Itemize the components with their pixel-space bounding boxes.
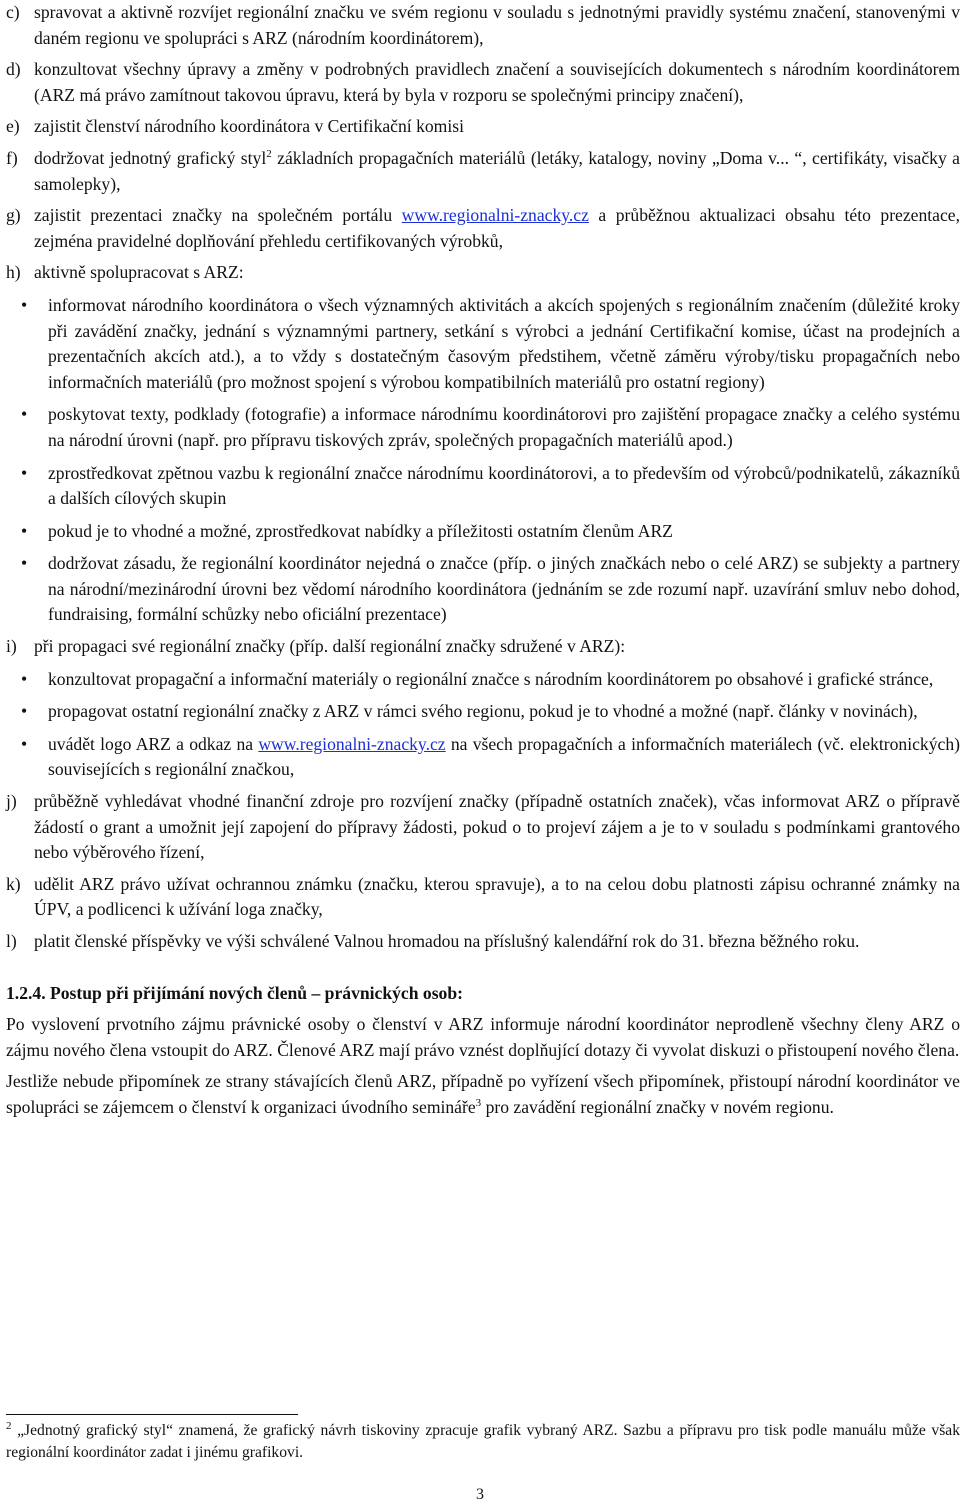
list-item-f xyxy=(6,146,960,197)
bullet-item: • zprostředkovat zpětnou vazbu k regionální značce národnímu koordinátorovi, a to především od výrobců/podnikatelů, zákazníků a dalších cílových skupin xyxy=(21,462,960,509)
bullet-item: • poskytovat texty, podklady (fotografie) a informace národnímu koordinátorovi pro zajištění propagace značky a celého systému na národní úrovni (např. pro přípravu tiskových zpráv, společných propagačních materiálů apod.) xyxy=(21,404,960,450)
item-text: udělit ARZ právo užívat ochrannou známku (značku, kterou spravuje), a to na celou dobu platnosti zápisu ochranné známky na ÚPV, a podlicenci k užívání loga značky, xyxy=(34,873,960,920)
item-text: zajistit členství národního koordinátora v Certifikační komisi xyxy=(34,116,464,137)
bullet-icon: • xyxy=(21,462,28,483)
item-label: d) xyxy=(6,59,21,80)
document-page xyxy=(6,0,960,1461)
item-label: e) xyxy=(6,116,20,137)
footnote xyxy=(6,1420,960,1464)
list-item-e xyxy=(6,114,960,140)
list-item-c xyxy=(6,0,960,51)
list-item-i xyxy=(6,634,960,660)
bullet-item: • pokud je to vhodné a možné, zprostředkovat nabídky a příležitosti ostatním členům ARZ xyxy=(6,519,960,545)
bullet-list-h xyxy=(6,293,960,628)
list-item-d xyxy=(6,57,960,108)
item-label: h) xyxy=(6,262,21,283)
list-item-l xyxy=(6,929,960,955)
bullet-icon: • xyxy=(21,404,28,425)
item-text: při propagaci své regionální značky (příp. další regionální značky sdružené v ARZ): xyxy=(34,636,626,657)
portal-link[interactable]: www.regionalni-znacky.cz xyxy=(401,205,589,226)
item-text: a průběžnou aktualizaci obsahu této prezentace, zejména pravidelné doplňování přehledu certifikovaných výrobků, xyxy=(34,205,960,251)
bullet-item: • konzultovat propagační a informační materiály o regionální značce s národním koordinátorem po obsahové i grafické stránce, xyxy=(6,667,960,693)
item-text: platit členské příspěvky ve výši schválené Valnou hromadou na příslušný kalendářní rok do 31. března běžného roku. xyxy=(34,931,860,951)
bullet-icon: • xyxy=(21,668,28,689)
bullet-list-i xyxy=(6,667,960,783)
bullet-icon: • xyxy=(21,294,28,315)
list-item-k xyxy=(6,872,960,923)
bullet-item: • uvádět logo ARZ a odkaz na www.regionalni-znacky.cz na všech propagačních a informačních materiálech (vč. elektronických) souvisejících s regionální značkou, xyxy=(21,733,960,780)
bullet-item: • propagovat ostatní regionální značky z ARZ v rámci svého regionu, pokud je to vhodné a možné (např. články v novinách), xyxy=(6,699,960,725)
list-item-h xyxy=(6,260,960,286)
item-text: dodržovat jednotný grafický styl xyxy=(34,147,267,168)
footnote-ref: 2 xyxy=(266,148,272,161)
item-label: c) xyxy=(6,2,20,22)
section-paragraph: Jestliže nebude připomínek ze strany stávajících členů ARZ, případně po vyřízení všech připomínek, přistoupí národní koordinátor ve spolupráci se zájemcem o členství k organizaci úvodního semináře$^3$ pro zavádění regionální značky v novém regionu. xyxy=(6,1071,960,1117)
item-label: i) xyxy=(6,636,17,657)
item-text: základních propagačních materiálů (letáky, katalogy, noviny „Doma v... “, certifikáty, visačky a samolepky), xyxy=(34,147,960,194)
item-label: l) xyxy=(6,931,17,951)
footnote-divider xyxy=(6,1414,298,1415)
bullet-item: • informovat národního koordinátora o všech významných aktivitách a akcích spojených s regionálním značením (důležité kroky při zavádění značky, jednání s významnými partnery, setkání s výrobci a jednání Certifikační komise, účast na prodejních a prezentačních akcích atd.), a to vždy s dostatečným časovým předstihem, včetně záměru výroby/tisku propagačních nebo informačních materiálů (pro možnost spojení s výrobou kompatibilních materiálů pro ostatní regiony) xyxy=(21,294,960,392)
item-text: konzultovat všechny úpravy a změny v podrobných pravidlech značení a souvisejících dokumentech s národním koordinátorem (ARZ má právo zamítnout takovou úpravu, která by byla v rozporu se společnými principy značení), xyxy=(34,59,960,105)
portal-link[interactable]: www.regionalni-znacky.cz xyxy=(258,733,446,754)
item-label: k) xyxy=(6,873,21,894)
bullet-icon: • xyxy=(21,733,28,754)
item-text: spravovat a aktivně rozvíjet regionální značku ve svém regionu v souladu s jednotnými pravidly systému značení, stanovenými v daném regionu ve spolupráci s ARZ (národním koordinátorem), xyxy=(34,2,960,48)
item-label: j) xyxy=(6,791,17,812)
section-paragraph: Po vyslovení prvotního zájmu právnické osoby o členství v ARZ informuje národní koordinátor neprodleně všechny členy ARZ o zájmu nového člena vstoupit do ARZ. Členové ARZ mají právo vznést doplňující dotazy či vyvolat diskuzi o přistoupení nového člena. xyxy=(6,1014,960,1060)
item-label: f) xyxy=(6,147,18,168)
section-heading: 1.2.4. Postup při přijímání nových členů – právnických osob: xyxy=(6,982,463,1003)
item-label: g) xyxy=(6,205,21,226)
item-text: aktivně spolupracovat s ARZ: xyxy=(34,262,244,283)
item-text: průběžně vyhledávat vhodné finanční zdroje pro rozvíjení značky (případně ostatních značek), včas informovat ARZ o přípravě žádostí o grant a umožnit její zapojení do přípravy žádosti, pokud o to projeví zájem a je to v souladu s podmínkami grantového nebo výběrového řízení, xyxy=(34,791,960,863)
bullet-icon: • xyxy=(21,520,28,541)
footnote-number: 2 xyxy=(6,1419,12,1432)
list-item-g xyxy=(6,203,960,254)
footnote-text: „Jednotný grafický styl“ znamená, že grafický návrh tiskoviny zpracuje grafik vybraný ARZ. Sazbu a přípravu pro tisk podle manuálu může však regionální koordinátor zadat i jinému grafikovi. xyxy=(6,1422,960,1461)
bullet-icon: • xyxy=(21,553,28,574)
bullet-icon: • xyxy=(21,701,28,722)
bullet-item: • dodržovat zásadu, že regionální koordinátor nejedná o značce (příp. o jiných značkách nebo o celé ARZ) se subjekty a partnery na národní/mezinárodní úrovni bez vědomí národního koordinátora (jednáním se zde rozumí např. uzavírání smluv nebo dohod, fundraising, formální schůzky nebo oficiální prezentace) xyxy=(21,553,960,625)
footnote-ref: 3 xyxy=(475,1097,482,1110)
item-text: zajistit prezentaci značky na společném portálu xyxy=(34,205,402,226)
page-number: 3 xyxy=(476,1486,484,1503)
list-item-j xyxy=(6,789,960,866)
